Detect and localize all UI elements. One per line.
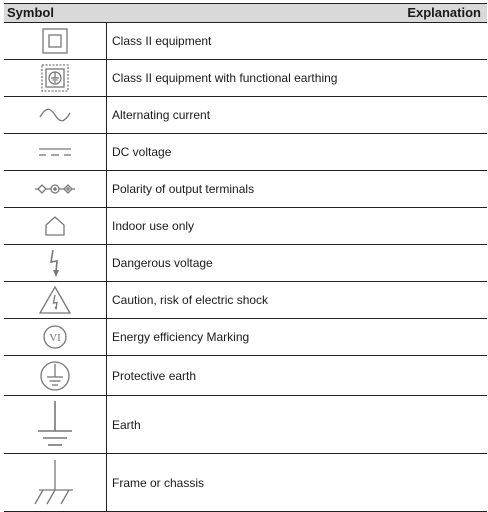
table-row — [4, 396, 487, 454]
symbol-table — [4, 3, 487, 512]
table-row — [4, 245, 487, 282]
polarity-icon — [4, 171, 107, 207]
alternating-current-icon — [4, 97, 107, 133]
class-ii-functional-earth-icon — [4, 60, 107, 96]
row-text: Alternating current — [112, 108, 211, 122]
row-text: Dangerous voltage — [112, 256, 213, 270]
row-text: Frame or chassis — [112, 475, 205, 490]
row-text: Indoor use only — [112, 219, 195, 233]
table-row — [4, 97, 487, 134]
header-explanation: Explanation — [407, 5, 481, 20]
header-symbol: Symbol — [7, 5, 54, 20]
table-row — [4, 319, 487, 356]
indoor-house-icon — [4, 208, 107, 244]
table-row — [4, 454, 487, 512]
table-row — [4, 282, 487, 319]
dc-voltage-icon — [4, 134, 107, 170]
row-text: Polarity of output terminals — [112, 182, 255, 196]
row-text: Protective earth — [112, 368, 197, 383]
table-row — [4, 60, 487, 97]
warning-triangle-bolt-icon — [4, 282, 107, 318]
row-text: Class II equipment — [112, 34, 212, 48]
lightning-bolt-icon — [4, 245, 107, 281]
energy-efficiency-vi-icon — [4, 319, 107, 355]
table-row — [4, 356, 487, 396]
table-row — [4, 134, 487, 171]
row-text: Earth — [112, 417, 141, 432]
row-text: DC voltage — [112, 145, 172, 159]
row-text: Caution, risk of electric shock — [112, 293, 269, 307]
table-row — [4, 171, 487, 208]
protective-earth-icon — [4, 356, 107, 395]
frame-chassis-icon — [4, 454, 107, 511]
earth-icon — [4, 396, 107, 453]
vi-label: VI — [49, 332, 61, 344]
table-row — [4, 23, 487, 60]
row-text: Class II equipment with functional earthing — [112, 71, 338, 85]
table-header — [4, 3, 487, 23]
table-row — [4, 208, 487, 245]
class-ii-square-icon — [4, 23, 107, 59]
row-text: Energy efficiency Marking — [112, 330, 250, 344]
